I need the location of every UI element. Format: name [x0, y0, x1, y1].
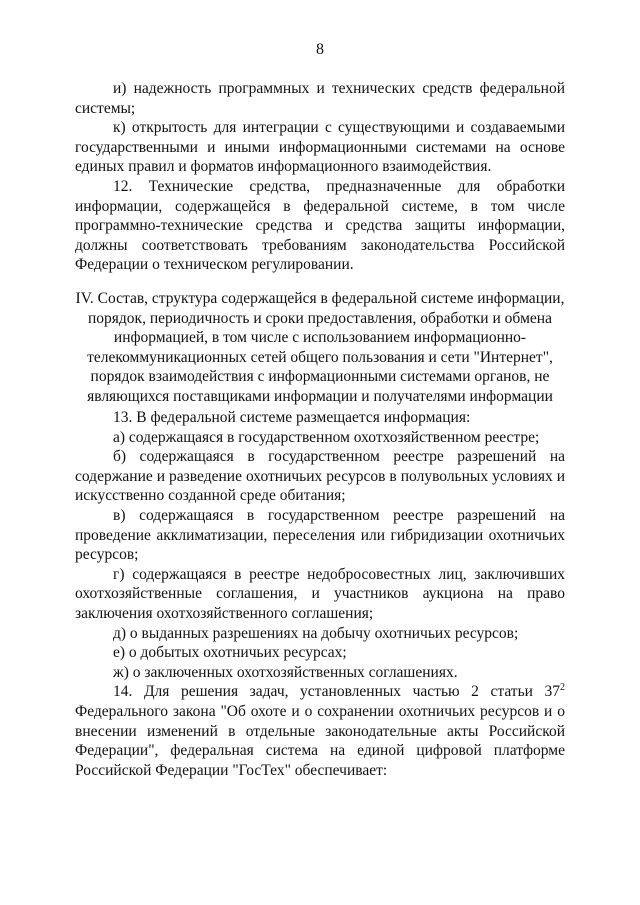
page-number: 8: [316, 41, 324, 58]
paragraph-13-d: д) о выданных разрешениях на добычу охотничьих ресурсов;: [113, 624, 519, 642]
paragraph-13-a: а) содержащаяся в государственном охотхозяйственном реестре;: [113, 428, 540, 446]
paragraph-13-v: в) содержащаяся в государственном реестре разрешений на проведение акклиматизации, переселения или гибридизации охотничьих ресурсов;: [75, 506, 565, 564]
paragraph-13: 13. В федеральной системе размещается информация:: [113, 409, 471, 426]
paragraph-14-start: 14. Для решения задач, установленных частью 2 статьи 37: [113, 683, 560, 701]
paragraph-12: 12. Технические средства, предназначенные для обработки информации, содержащейся в федеральной системе, в том числе программно-технические средства и средства защиты информации, должны соответствовать требованиям законодательства Российской Федерации о техническом регулировании.: [75, 177, 565, 274]
paragraph-13-g: г) содержащаяся в реестре недобросовестных лиц, заключивших охотхозяйственные соглашения, и участников аукциона на право заключения охотхозяйственного соглашения;: [75, 565, 565, 622]
paragraph-14-rest: Федерального закона "Об охоте и о сохранении охотничьих ресурсов и о внесении изменений в отдельные законодательные акты Российской Федерации", федеральная система на единой цифровой платформе Российской Федерации "ГосТех" обеспечивает:: [75, 702, 565, 779]
text-block-top: [75, 79, 565, 275]
section-heading-iv: IV. Состав, структура содержащейся в федеральной системе информации, порядок, периодичность и сроки предоставления, обработки и обмена информацией, в том числе с использованием информационно-телекоммуникационных сетей общего пользования и сети "Интернет", порядок взаимодействия с информационными системами органов, не являющихся поставщиками информации и получателями информации: [75, 290, 565, 405]
paragraph-item-i: и) надежность программных и технических средств федеральной системы;: [75, 80, 565, 117]
text-block-bottom: [75, 408, 565, 780]
paragraph-item-k: к) открытость для интеграции с существующими и создаваемыми государственными и иными информационными системами на основе единых правил и форматов информационного взаимодействия.: [75, 119, 565, 176]
paragraph-13-b: б) содержащаяся в государственном реестре разрешений на содержание и разведение охотничьих ресурсов в полувольных условиях и искусственно созданной среде обитания;: [75, 448, 565, 505]
paragraph-13-e: е) о добытых охотничьих ресурсах;: [113, 644, 347, 662]
paragraph-14: [75, 682, 565, 780]
paragraph-13-zh: ж) о заключенных охотхозяйственных соглашениях.: [113, 663, 458, 681]
article-superscript: 2: [560, 682, 565, 694]
